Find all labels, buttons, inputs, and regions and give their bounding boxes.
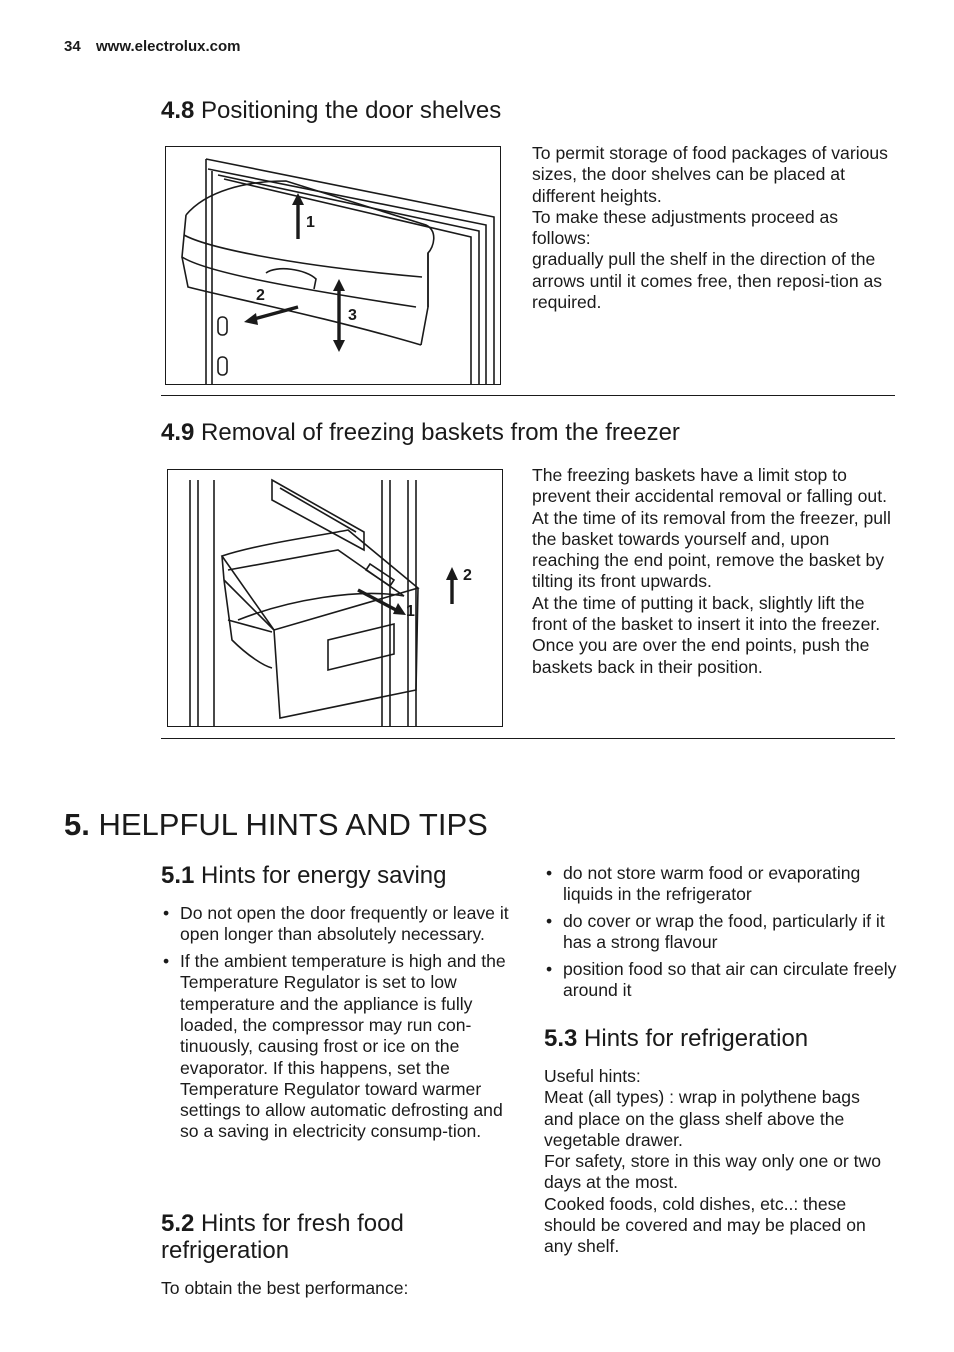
section-title: Positioning the door shelves [201,97,502,124]
section-title-cont: refrigeration [161,1237,290,1264]
paragraph: Useful hints: [544,1066,641,1086]
section-5-2-heading [161,1210,404,1264]
energy-saving-list [161,903,511,1148]
chapter-number: 5. [64,807,90,842]
section-number: 4.8 [161,97,195,124]
paragraph: To permit storage of food packages of various sizes, the door shelves can be placed at different heights. [532,143,888,206]
door-shelf-illustration [166,147,500,384]
fresh-food-list [544,863,900,1007]
figure-label-1: 1 [406,603,415,620]
section-5-1-heading [161,862,447,889]
section-divider [161,738,895,739]
paragraph: The freezing baskets have a limit stop to prevent their accidental removal or falling out. At the time of its removal from the freezer, pull the basket towards yourself and, upon reaching the end point, remove the basket by tilting its front upwards. [532,465,891,592]
freezer-basket-illustration [168,470,502,726]
section-4-9-heading [161,419,680,446]
paragraph: Meat (all types) : wrap in polythene bags and place on the glass shelf above the vegetable drawer. [544,1087,860,1150]
paragraph: Cooked foods, cold dishes, etc..: these should be covered and may be placed on any shelf. [544,1193,866,1257]
section-number: 5.2 [161,1210,195,1237]
section-5-3-heading [544,1025,808,1052]
section-4-8-heading [161,97,501,124]
figure-label-2: 2 [256,287,265,304]
list-item: • do cover or wrap the food, particularly if it has a strong flavour [544,911,900,954]
section-divider [161,395,895,396]
chapter-5-heading [64,808,488,842]
page-number: 34 [64,38,81,55]
figure-label-3: 3 [348,307,357,324]
paragraph: For safety, store in this way only one or two days at the most. [544,1151,882,1193]
section-number: 4.9 [161,419,195,446]
section-title: Hints for fresh food [201,1210,404,1237]
freezer-basket-figure [167,469,503,727]
figure-label-1: 1 [306,214,315,231]
paragraph: gradually pull the shelf in the direction of the arrows until it comes free, then reposi-tion as required. [532,249,883,313]
list-item: • position food so that air can circulate freely around it [544,959,900,1002]
section-title: Hints for energy saving [201,862,447,889]
section-number: 5.3 [544,1025,578,1052]
figure-label-2: 2 [463,567,472,584]
website-url: www.electrolux.com [96,38,241,55]
chapter-title: HELPFUL HINTS AND TIPS [98,807,488,842]
fresh-food-intro: To obtain the best performance: [161,1278,409,1298]
section-4-8-text [532,143,892,313]
section-4-9-text [532,465,892,678]
section-title: Hints for refrigeration [584,1025,809,1052]
list-item: • Do not open the door frequently or leave it open longer than absolutely necessary. [161,903,511,946]
paragraph: At the time of putting it back, slightly lift the front of the basket to insert it into the freezer. Once you are over the end points, push the baskets back in their position. [532,592,881,677]
list-item: • do not store warm food or evaporating liquids in the refrigerator [544,863,900,906]
paragraph: To make these adjustments proceed as follows: [532,206,839,249]
section-title: Removal of freezing baskets from the freezer [201,419,680,446]
list-item: • If the ambient temperature is high and the Temperature Regulator is set to low temperature and the appliance is fully loaded, the compressor may run con-tinuously, causing frost or ice on the evaporator. If this happens, set the Temperature Regulator toward warmer settings to allow automatic defrosting and so a saving in electricity consump-tion. [161,951,511,1143]
section-number: 5.1 [161,862,195,889]
door-shelf-figure [165,146,501,385]
refrigeration-hints-text [544,1066,894,1258]
